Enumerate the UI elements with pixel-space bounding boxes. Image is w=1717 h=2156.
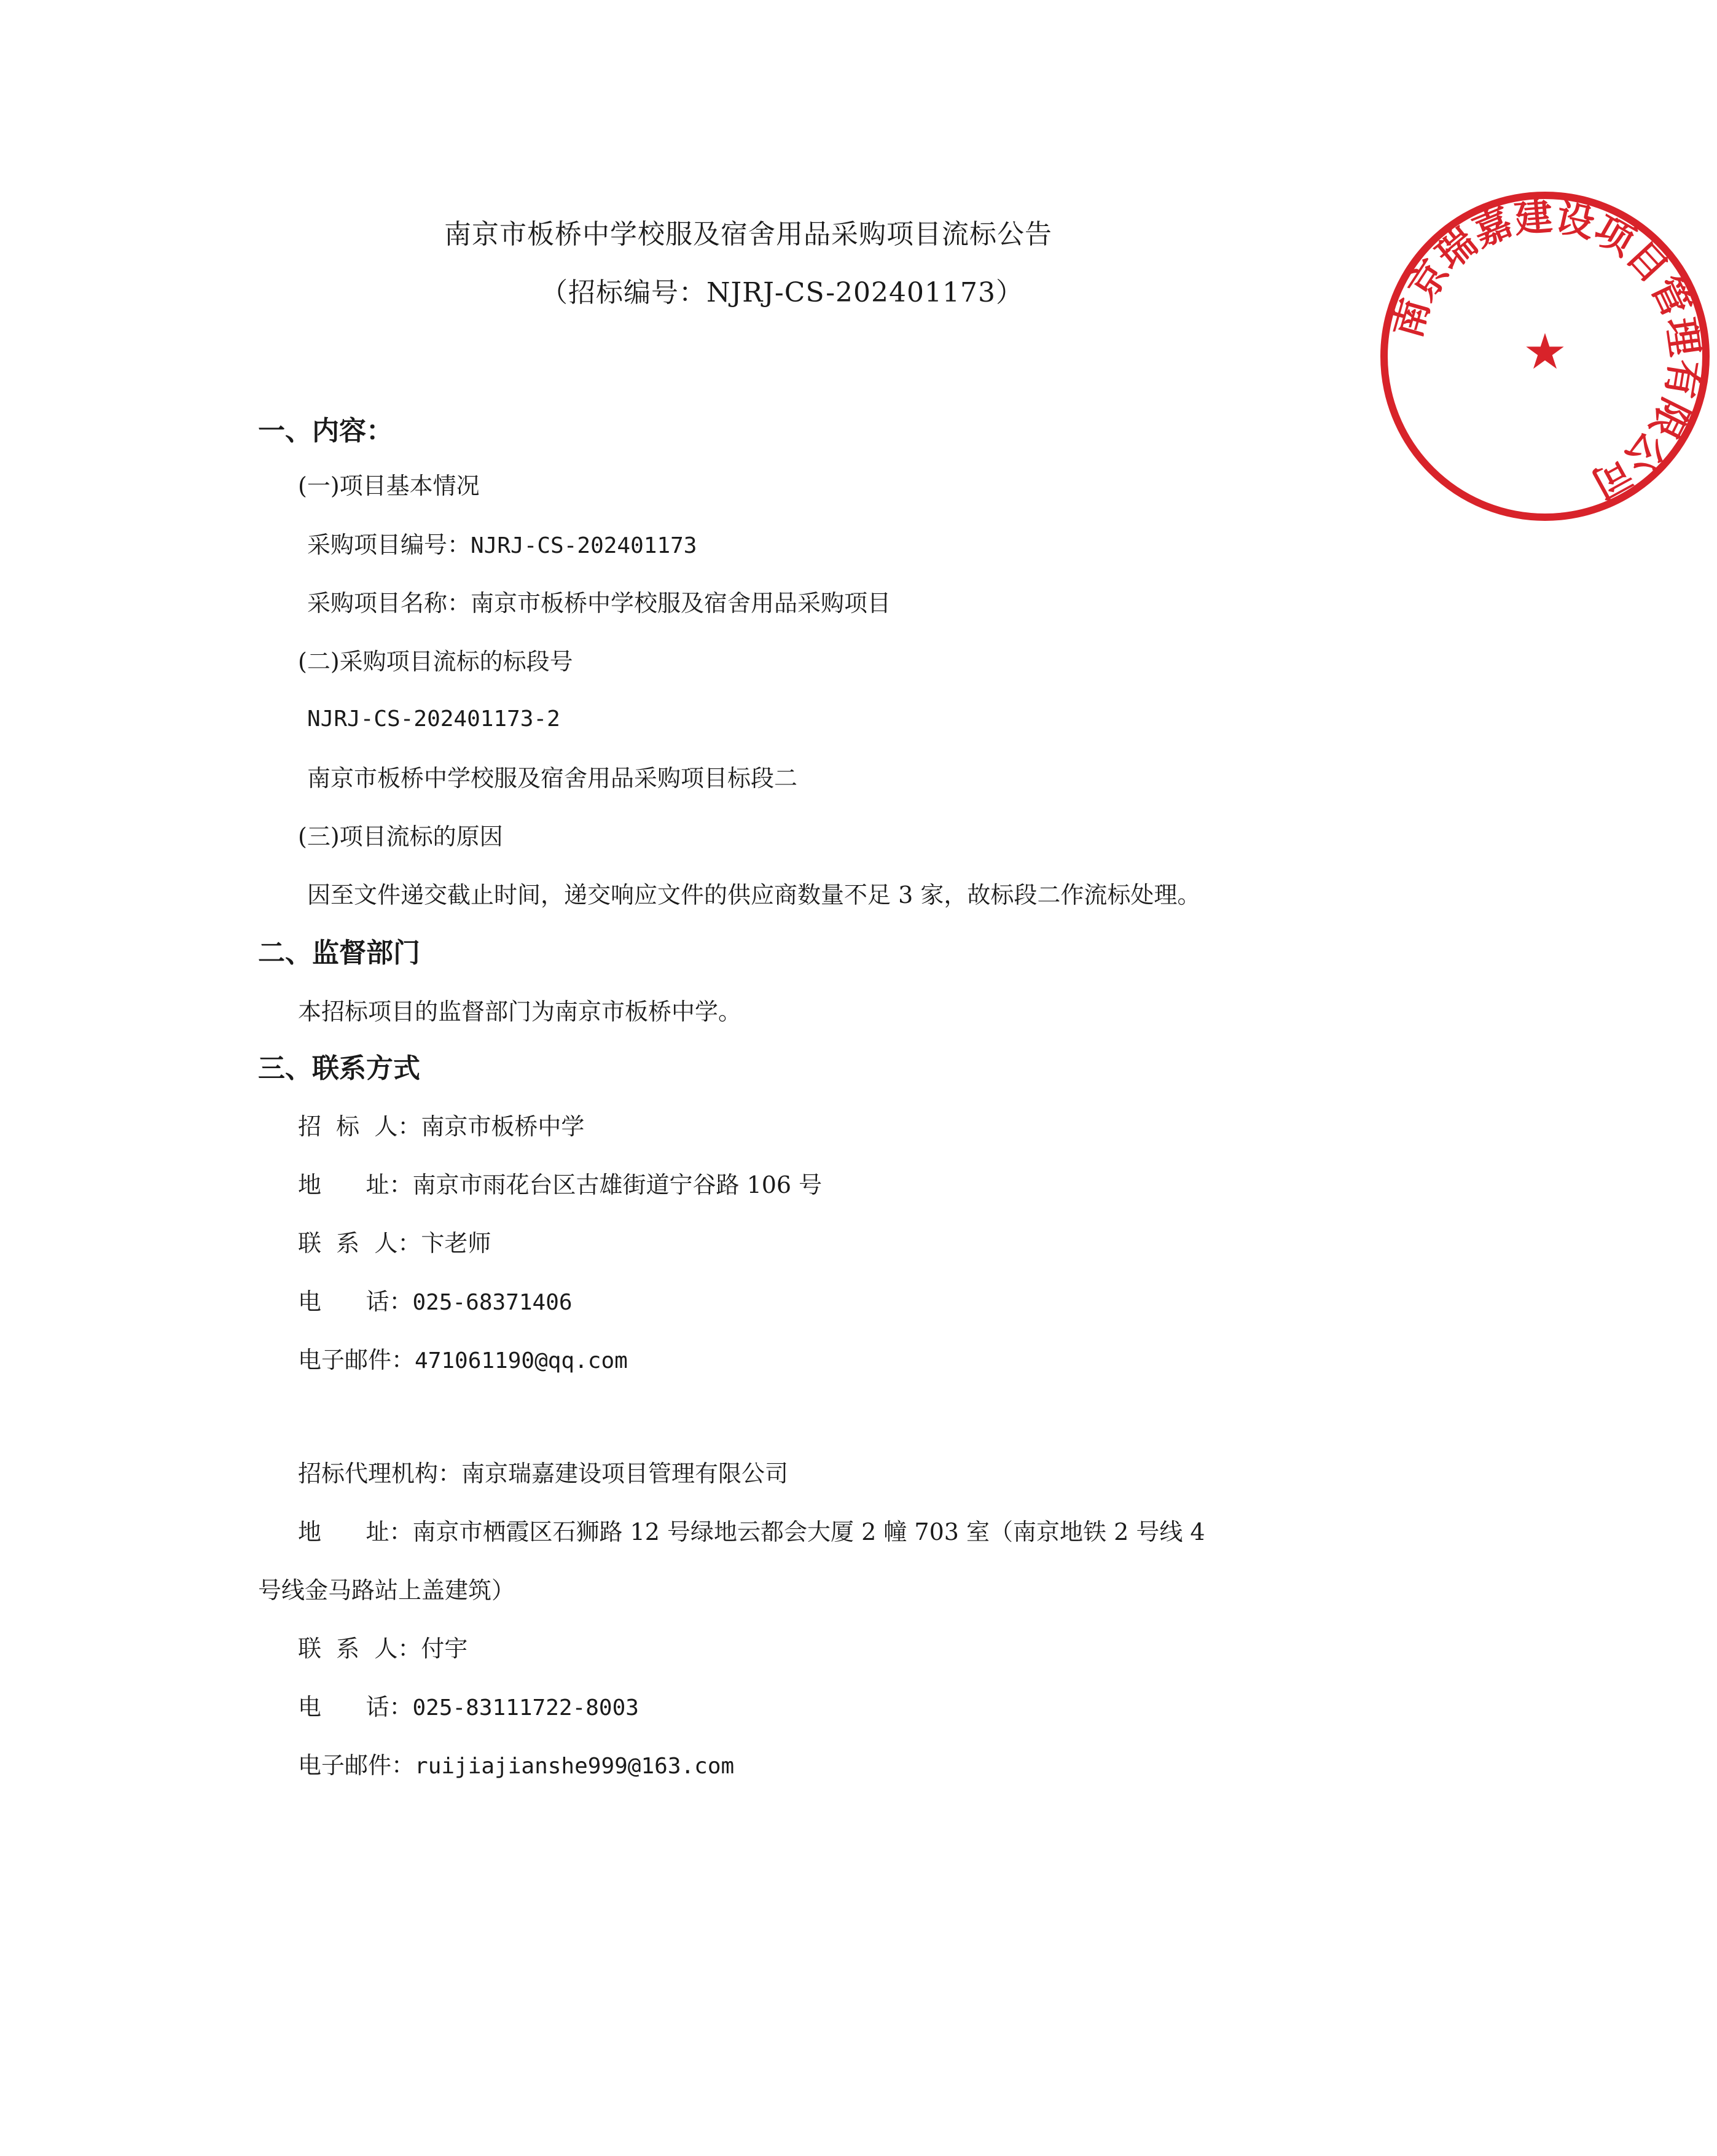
agent-name-value: 南京瑞嘉建设项目管理有限公司: [461, 1460, 789, 1487]
project-number-row: [307, 533, 697, 557]
agent-address-value-line1: 南京市栖霞区石狮路 12 号绿地云都会大厦 2 幢 703 室（南京地铁 2 号线 4: [412, 1518, 1205, 1545]
buyer-contact-label: 联 系 人：: [298, 1230, 421, 1257]
subsection-failed-lot: (二)采购项目流标的标段号: [298, 648, 573, 675]
buyer-address-value: 南京市雨花台区古雄街道宁谷路 106 号: [412, 1171, 823, 1198]
document-title: 南京市板桥中学校服及宿舍用品采购项目流标公告: [444, 219, 1052, 250]
project-name-row: [307, 592, 891, 615]
tender-number: （招标编号：NJRJ-CS-202401173）: [541, 277, 1024, 308]
agent-contact-label: 联 系 人：: [298, 1635, 421, 1662]
failure-reason-text: 因至文件递交截止时间，递交响应文件的供应商数量不足 3 家，故标段二作流标处理。: [307, 881, 1201, 908]
project-name-label: 采购项目名称：: [307, 590, 471, 617]
buyer-contact-row: [298, 1232, 491, 1255]
buyer-name-label: 招 标 人：: [298, 1113, 421, 1140]
agent-address-line2: 号线金马路站上盖建筑）: [258, 1577, 515, 1604]
agent-contact-value: 付宇: [421, 1635, 468, 1662]
agent-phone-row: [298, 1695, 639, 1719]
agent-email-label: 电子邮件：: [298, 1752, 415, 1779]
agent-address-row: [298, 1520, 1205, 1544]
buyer-address-row: [298, 1173, 822, 1197]
section-heading-content: 一、内容：: [258, 415, 393, 447]
buyer-contact-value: 卞老师: [421, 1230, 491, 1257]
buyer-email-label: 电子邮件：: [298, 1346, 415, 1373]
buyer-email-value: 471061190@qq.com: [415, 1348, 628, 1373]
agent-phone-label: 电 话：: [298, 1693, 413, 1721]
agent-address-label: 地 址：: [298, 1518, 413, 1545]
failed-lot-number: NJRJ-CS-202401173-2: [307, 706, 560, 732]
seal-star: ★: [1523, 323, 1567, 380]
agent-contact-row: [298, 1637, 467, 1660]
buyer-address-label: 地 址：: [298, 1171, 413, 1198]
subsection-failure-reason: (三)项目流标的原因: [298, 823, 503, 850]
agent-email-value: ruijiajianshe999@163.com: [415, 1754, 735, 1779]
agent-name-label: 招标代理机构：: [298, 1460, 462, 1487]
section-heading-contact: 三、联系方式: [258, 1053, 420, 1084]
section-heading-supervision: 二、监督部门: [258, 937, 420, 969]
buyer-name-row: [298, 1115, 584, 1138]
project-number-label: 采购项目编号：: [307, 531, 471, 558]
failed-lot-name: 南京市板桥中学校服及宿舍用品采购项目标段二: [307, 765, 798, 792]
buyer-phone-label: 电 话：: [298, 1288, 413, 1315]
buyer-name-value: 南京市板桥中学: [421, 1113, 585, 1140]
buyer-email-row: [298, 1348, 628, 1372]
seal-text-path: 南京瑞嘉建设项目管理有限公司: [1384, 193, 1708, 507]
company-seal: [1373, 184, 1717, 528]
agent-phone-value: 025-83111722-8003: [412, 1695, 639, 1721]
project-name-value: 南京市板桥中学校服及宿舍用品采购项目: [471, 590, 891, 617]
project-number-value: NJRJ-CS-202401173: [471, 533, 697, 558]
agent-email-row: [298, 1754, 734, 1778]
supervision-text: 本招标项目的监督部门为南京市板桥中学。: [298, 998, 742, 1025]
buyer-phone-row: [298, 1290, 573, 1314]
buyer-phone-value: 025-68371406: [412, 1290, 573, 1315]
subsection-basic-info: (一)项目基本情况: [298, 472, 480, 499]
agent-name-row: [298, 1462, 788, 1485]
